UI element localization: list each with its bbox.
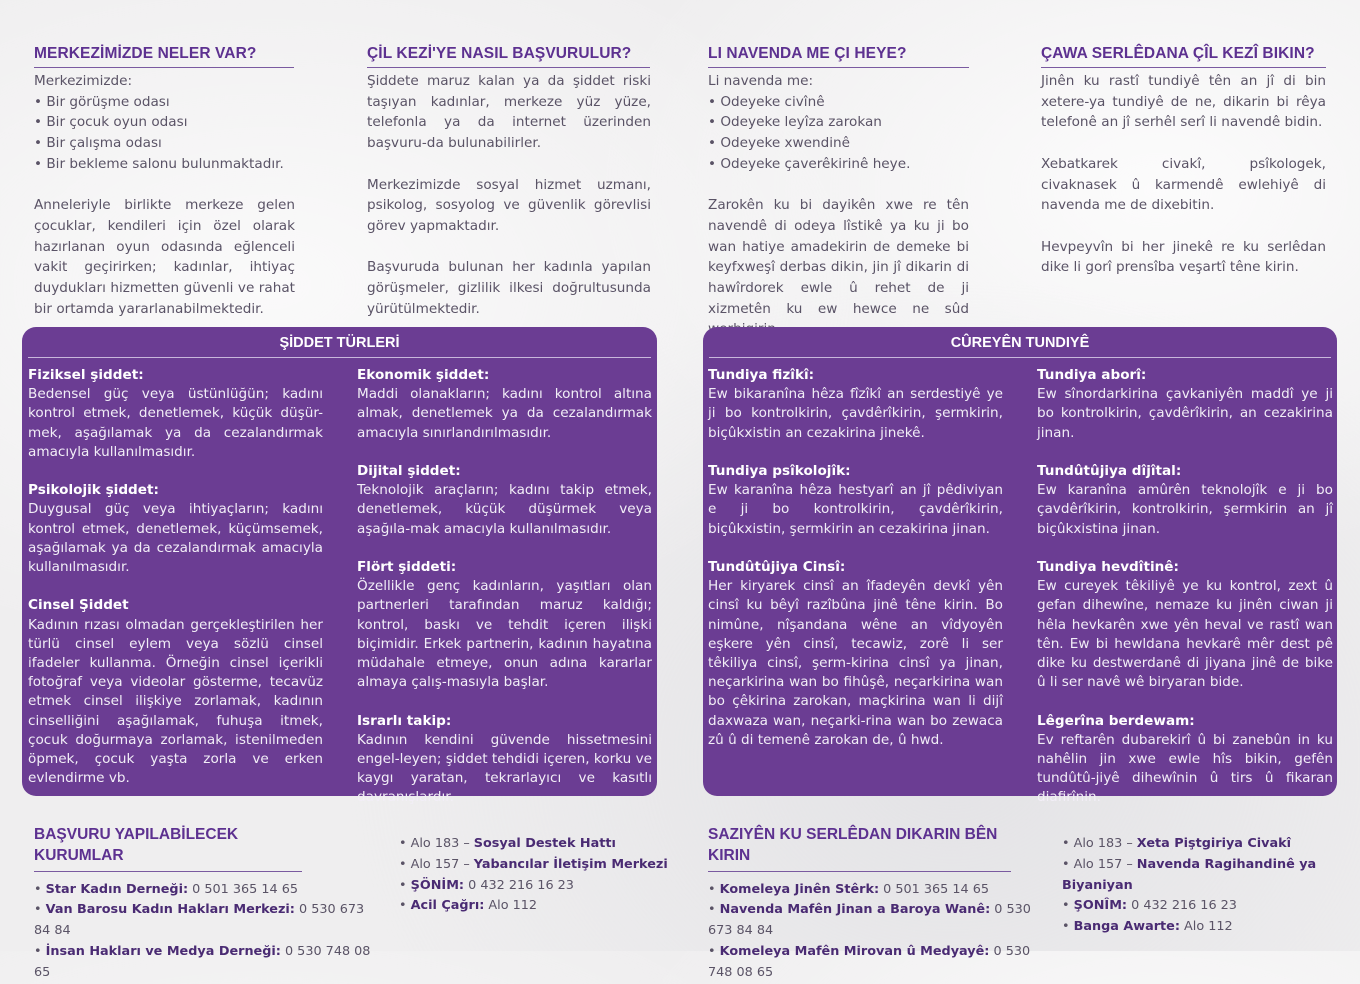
violence-type-block [357, 366, 652, 443]
violence-type-heading: Tundiya psîkolojîk: [708, 463, 851, 479]
violence-type-text: Ew karanîna hêza hestyarî an jî pêdiviyan e ji bo kontrolkirin, çavdêrîkirin, biçûkxistin, şermkirin an cezakirina jinan. [708, 482, 1003, 537]
violence-type-block [357, 558, 652, 692]
section-title-navenda: LI NAVENDA ME ÇI HEYE? [708, 45, 969, 68]
list-item: • Bir çalışma odası [34, 135, 162, 152]
violence-type-text: Kadının kendini güvende hissetmesini engel-leyen; şiddet tehdidi içeren, korku ve kaygı yaratan, tekrarlayıcı ve kasıtlı davranışlardır. [357, 731, 652, 806]
footer-saziyen [708, 825, 1053, 984]
panel-divider [709, 357, 1331, 358]
panel-title: ŞİDDET TÜRLERİ [279, 335, 400, 351]
panel-title: CÛREYÊN TUNDIYÊ [950, 335, 1090, 351]
list-item: • Odeyeke çaverêkirinê heye. [708, 155, 911, 172]
violence-type-heading: Tundûtûjiya dîjîtal: [1037, 463, 1182, 479]
paragraph: Anneleriyle birlikte merkeze gelen çocuklar, kendileri için özel olarak hazırlanan oyun odasında eğlenceli vakit geçirirken; kadınlar, ihtiyaç duydukları hizmetten güvenli ve rahat bir ortamda yararlanabilmektedir. [34, 197, 295, 317]
hotline-item: • Alo 157 – Yabancılar İletişim Merkezi [399, 856, 668, 872]
hotline-item: • Alo 183 – Sosyal Destek Hattı [399, 836, 616, 851]
violence-type-heading: Tundiya aborî: [1037, 367, 1147, 383]
paragraph: Merkezimizde sosyal hizmet uzmanı, psikolog, sosyolog ve güvenlik görevlisi görev yapmaktadır. [367, 176, 651, 234]
panel-divider [28, 357, 651, 358]
violence-type-block [28, 481, 323, 577]
footer-kurumlar [34, 825, 374, 984]
panel-siddet-turleri [22, 327, 657, 806]
paragraph: Jinên ku rastî tundiyê tên an jî di bin xetere-ya tundiyê de ne, dikarin bi rêya telefonê an jî serhêl serî li navendê bidin. [1041, 73, 1326, 131]
paragraph: Şiddete maruz kalan ya da şiddet riski taşıyan kadınlar, merkeze yüz yüze, telefonla ya da internet üzerinden başvuru-da bulunabilirler. [367, 73, 651, 152]
violence-type-text: Ew sînordarkirina çavkaniyên maddî ye ji bo kontrolkirin, çavdêrîkirin, an cezakirina jinan. [1037, 386, 1333, 441]
violence-type-block [1037, 712, 1333, 808]
hotline-item: • Acil Çağrı: Alo 112 [399, 898, 538, 914]
hotline-item: • Alo 157 – Navenda Ragihandinê ya Biyaniyan [1062, 856, 1317, 893]
violence-type-heading: Tundûtûjiya Cinsî: [708, 559, 846, 575]
paragraph: Başvuruda bulunan her kadınla yapılan görüşmeler, gizlilik ilkesi doğrultusunda yürütülmektedir. [367, 259, 651, 317]
list-item: • Bir çocuk oyun odası [34, 114, 188, 131]
violence-type-heading: Tundiya fizîkî: [708, 367, 815, 383]
violence-type-heading: Psikolojik şiddet: [28, 482, 159, 499]
section-basvuru [367, 71, 651, 319]
violence-type-text: Her kiryarek cinsî an îfadeyên devkî yên cinsî ku bêyî razîbûna jinê têne kirin. Bo nimûne, nîşandana wêne an vîdyoyên eşkere yên cinsî, tecawiz, zorê li ser têkiliya cinsî, şerm-kirina cinsî ya jinan, neçarkirina wan bo fihûşê, neçarkirina wan bo çêkirina zarokan, maçkirina wan li dijî daxwaza wan, neçarki-rina wan bo zewaca zû û di temenê zarokan de, û hwd. [708, 578, 1003, 748]
list-item: • Odeyeke xwendinê [708, 135, 851, 152]
hotline-item: • Alo 183 – Xeta Piştgiriya Civakî [1062, 836, 1292, 851]
paragraph: Zarokên ku bi dayikên xwe re tên navendê di odeya lîstikê ya ku ji bo wan hatiye amadekirin de demeke bi keyfxweşî derbas dikin, jin jî dikarin di hawîrdorek ewle û rehet de ji xizmetên ku ew hewce ne sûd [708, 197, 969, 317]
paragraph: Xebatkarek civakî, psîkologek, civaknasek û karmendê ewlehiyê di navenda me de dixebitin. [1041, 155, 1326, 214]
violence-type-block [1037, 366, 1333, 443]
contact-item: • İnsan Hakları ve Medya Derneği: 0 530 748 08 65 [34, 943, 371, 980]
violence-type-block [708, 366, 1003, 443]
violence-type-text: Duygusal güç veya ihtiyaçların; kadını kontrol etmek, denetlemek, küçümsemek, aşağılamak ya da cezalandırmak amacıyla kullanılmasıdır. [28, 501, 323, 576]
violence-type-block [28, 366, 323, 462]
contact-item: • Van Barosu Kadın Hakları Merkezi: 0 530 673 84 84 [34, 902, 365, 939]
footer-title: BAŞVURU YAPILABİLECEK KURUMLAR [34, 825, 302, 872]
violence-type-heading: Fiziksel şiddet: [28, 367, 144, 383]
violence-type-text: Kadının rızası olmadan gerçekleştirilen her türlü cinsel eylem veya sözlü cinsel ifadeler kullanma. Örneğin cinsel içerikli fotoğraf veya videolar gösterme, tecavüz etmek cinsel ilişkiye zorlamak, kadının cinselliğini aşağılamak, fuhuşa itmek, çocuk doğurmaya zorlamak, istenilmeden öpmek, çocuk yaşta zorla ve erken evlendirme vb. [28, 616, 323, 787]
panel-column-1 [708, 366, 1003, 769]
violence-type-heading: Lêgerîna berdewam: [1037, 712, 1195, 729]
violence-type-text: Özellikle genç kadınların, yaşıtları olan partnerleri tarafından maruz kaldığı; kontrol, baskı ve tehdit içeren ilişki biçimidir. Erkek partnerin, kadının hayatına müdahale etmeye, onun adına kararlar almaya çalış-masıyla başlar. [357, 578, 652, 691]
violence-type-text: Teknolojik araçların; kadını takip etmek, denetlemek, küçük düşürmek veya aşağıla-mak amacıyla kullanılmasıdır. [357, 482, 652, 537]
intro-text: Merkezimizde: [34, 73, 133, 89]
footer-hotlines [399, 834, 679, 917]
violence-type-heading: Dijital şiddet: [357, 463, 461, 479]
panel-cureyen-tundiye [703, 327, 1337, 806]
list-item: • Bir görüşme odası [34, 93, 170, 110]
section-title-merkezimizde: MERKEZİMİZDE NELER VAR? [34, 45, 294, 68]
paragraph: Hevpeyvîn bi her jinekê re ku serlêdan dike li gorî prensîba veşartî têne kirin. [1041, 238, 1326, 276]
contact-item: • Navenda Mafên Jinan a Baroya Wanê: 0 530 673 84 84 [708, 902, 1031, 939]
violence-type-text: Ew cureyek têkiliyê ye ku kontrol, zext û gefan dihewîne, nemaze ku jinên ciwan ji hêla hevkarên xwe yên heval ve rastî wan tên. Ew bi hewldana hevkarê mêr dest pê dike ku destwerdanê di jiyana jinê de bike û li ser navê wê biryaran bide. [1037, 578, 1333, 691]
contact-item: • Komeleya Mafên Mirovan û Medyayê: 0 530 748 08 65 [708, 943, 1031, 980]
violence-type-block [28, 596, 323, 788]
footer-title: SAZIYÊN KU SERLÊDAN DIKARIN BÊN KIRIN [708, 825, 1011, 872]
violence-type-block [357, 462, 652, 539]
violence-type-text: Bedensel güç veya üstünlüğün; kadını kontrol etmek, denetlemek, küçük düşür-mek, aşağılamak ya da cezalandırmak amacıyla kullanılmasıdır. [28, 386, 323, 460]
list-item: • Odeyeke civînê [708, 93, 825, 110]
violence-type-heading: Israrlı takip: [357, 712, 452, 729]
violence-type-heading: Flört şiddeti: [357, 559, 457, 575]
violence-type-text: Ev reftarên dubarekirî û bi zanebûn in ku nahêlin jin xwe ewle hîs bikin, gefên tundûtû-jiyê dihewînin û tirs û fikaran diafirînin. [1037, 731, 1333, 806]
list-item: • Odeyeke leyîza zarokan [708, 114, 882, 131]
hotline-item: • ŞONÎM: 0 432 216 16 23 [1062, 898, 1237, 914]
contact-item: • Star Kadın Derneği: 0 501 365 14 65 [34, 881, 298, 897]
violence-type-text: Maddi olanakların; kadını kontrol altına almak, denetlemek ya da cezalandırmak amacıyla sınırlandırılmasıdır. [357, 386, 652, 441]
violence-type-block [357, 712, 652, 808]
list-item: • Bir bekleme salonu bulunmaktadır. [34, 155, 284, 172]
panel-column-2 [1037, 366, 1333, 827]
violence-type-text: Ew karanîna amûrên teknolojîk e ji bo çavdêrîkirin, kontrolkirin, şermkirin an jî biçûkxistina jinan. [1037, 482, 1333, 537]
section-serledan [1041, 71, 1326, 278]
footer-hotlines-ku [1062, 834, 1352, 938]
section-title-basvuru: ÇİL KEZİ'YE NASIL BAŞVURULUR? [367, 45, 650, 68]
section-navenda [708, 71, 969, 340]
hotline-item: • ŞÖNİM: 0 432 216 16 23 [399, 877, 574, 893]
violence-type-heading: Tundiya hevdîtinê: [1037, 559, 1179, 575]
violence-type-block [1037, 462, 1333, 539]
section-merkezimizde [34, 71, 295, 319]
violence-type-text: Ew bikaranîna hêza fîzîkî an serdestiyê ye ji bo kontrolkirin, çavdêrîkirin, şermkirin, biçûkxistin an cezakirina jinekê. [708, 386, 1003, 441]
contact-item: • Komeleya Jinên Stêrk: 0 501 365 14 65 [708, 881, 989, 897]
hotline-item: • Banga Awarte: Alo 112 [1062, 919, 1233, 935]
panel-column-2 [357, 366, 652, 827]
violence-type-block [708, 558, 1003, 750]
violence-type-heading: Ekonomik şiddet: [357, 367, 490, 383]
section-title-serledan: ÇAWA SERLÊDANA ÇÎL KEZÎ BIKIN? [1041, 45, 1326, 68]
violence-type-heading: Cinsel Şiddet [28, 597, 129, 614]
violence-type-block [708, 462, 1003, 539]
intro-text: Li navenda me: [708, 73, 814, 89]
violence-type-block [1037, 558, 1333, 692]
panel-column-1 [28, 366, 323, 808]
